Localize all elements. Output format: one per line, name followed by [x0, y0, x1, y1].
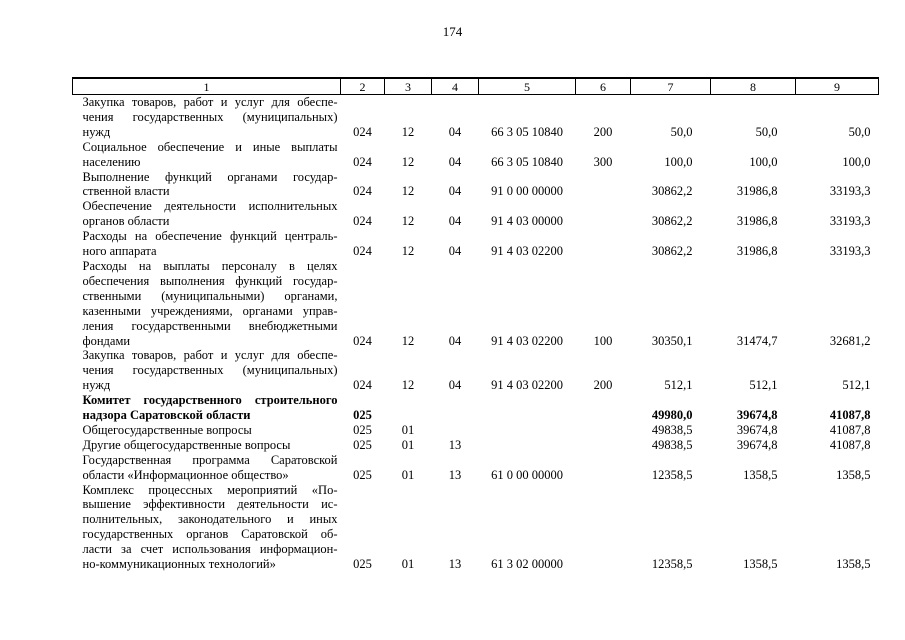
row-cell: 1358,5 — [836, 557, 871, 572]
row-cell: 024 — [353, 184, 372, 199]
header-cell: 1 — [73, 78, 341, 95]
row-cell: 01 — [401, 467, 415, 482]
header-cell: 5 — [479, 78, 576, 95]
header-cell: 7 — [631, 78, 711, 95]
row-cell: 30862,2 — [651, 184, 693, 199]
row-cell: 04 — [448, 214, 462, 229]
row-cell: 1358,5 — [836, 467, 871, 482]
row-cell: 41087,8 — [829, 408, 871, 423]
description-line: но-коммуникационных технологий» — [82, 557, 276, 572]
row-cell: 49980,0 — [651, 408, 693, 423]
row-cell: 31986,8 — [736, 184, 778, 199]
row-cell: 100,0 — [842, 154, 871, 169]
page-number: 174 — [442, 24, 463, 39]
description-line: ласти за счет использования информацион- — [82, 542, 338, 557]
header-cell: 4 — [432, 78, 479, 95]
description-line: Социальное обеспечение и иные выплаты — [82, 139, 338, 154]
description-line: Расходы на выплаты персоналу в целях — [82, 258, 338, 273]
row-cell: 12 — [401, 244, 415, 259]
header-cell: 3 — [385, 78, 432, 95]
description-line: Комплекс процессных мероприятий «По- — [82, 482, 338, 497]
description-line: государственных органов Саратовской об- — [82, 527, 338, 542]
description-line: фондами — [82, 333, 131, 348]
row-cell: 61 0 00 00000 — [491, 467, 563, 482]
row-cell: 49838,5 — [651, 422, 693, 437]
row-cell: 12 — [401, 184, 415, 199]
row-cell: 12358,5 — [651, 467, 693, 482]
row-cell: 04 — [448, 154, 462, 169]
row-cell — [576, 170, 631, 200]
row-cell: 12 — [401, 214, 415, 229]
row-cell — [479, 438, 576, 453]
row-cell: 91 0 00 00000 — [491, 184, 563, 199]
table-row — [73, 170, 879, 200]
description-line: Выполнение функций органами государ- — [82, 169, 338, 184]
row-cell: 91 4 03 02200 — [491, 244, 563, 259]
row-cell: 13 — [448, 467, 462, 482]
row-cell: 100 — [593, 333, 613, 348]
row-description — [73, 140, 341, 170]
row-cell — [576, 199, 631, 229]
row-cell — [479, 423, 576, 438]
description-line: ления государственными внебюджетными — [82, 318, 338, 333]
description-line: органов области — [82, 214, 170, 229]
table-row — [73, 140, 879, 170]
row-cell: 200 — [593, 378, 613, 393]
description-line: Комитет государственного строительного — [82, 393, 338, 408]
description-line: чения государственных (муниципальных) — [82, 363, 338, 378]
row-cell: 50,0 — [670, 124, 693, 139]
row-cell: 024 — [353, 333, 372, 348]
description-line: нужд — [82, 124, 111, 139]
row-cell — [576, 453, 631, 483]
row-cell: 32681,2 — [829, 333, 871, 348]
row-cell — [385, 393, 432, 423]
description-line: казенными учреждениями, органами управ- — [82, 303, 338, 318]
row-description — [73, 199, 341, 229]
row-cell: 100,0 — [664, 154, 693, 169]
row-cell: 33193,3 — [829, 184, 871, 199]
description-line: нужд — [82, 378, 111, 393]
row-cell: 12 — [401, 124, 415, 139]
description-line: Государственная программа Саратовской — [82, 452, 338, 467]
row-description — [73, 393, 341, 423]
row-cell: 91 4 03 00000 — [491, 214, 563, 229]
row-cell: 04 — [448, 184, 462, 199]
row-cell: 512,1 — [664, 378, 693, 393]
row-cell: 50,0 — [848, 124, 871, 139]
table-row — [73, 348, 879, 393]
row-cell: 025 — [353, 422, 372, 437]
row-cell — [479, 393, 576, 423]
row-cell — [576, 229, 631, 259]
row-cell: 13 — [448, 437, 462, 452]
description-line: вышение эффективности деятельности ис- — [82, 497, 338, 512]
row-cell — [576, 393, 631, 423]
row-cell: 31986,8 — [736, 244, 778, 259]
table-row — [73, 199, 879, 229]
row-cell: 39674,8 — [736, 437, 778, 452]
header-cell: 8 — [711, 78, 796, 95]
row-cell: 024 — [353, 378, 372, 393]
row-cell: 91 4 03 02200 — [491, 333, 563, 348]
row-description — [73, 170, 341, 200]
table-row — [73, 229, 879, 259]
row-cell: 024 — [353, 214, 372, 229]
row-cell: 31986,8 — [736, 214, 778, 229]
row-cell: 512,1 — [842, 378, 871, 393]
row-description — [73, 95, 341, 140]
row-description — [73, 438, 341, 453]
row-cell: 024 — [353, 154, 372, 169]
row-cell: 41087,8 — [829, 422, 871, 437]
row-cell: 49838,5 — [651, 437, 693, 452]
row-cell — [432, 393, 479, 423]
description-line: надзора Саратовской области — [82, 408, 251, 423]
description-line: ственными (муниципальными) органами, — [82, 288, 338, 303]
description-line: ного аппарата — [82, 244, 157, 259]
description-line: Обеспечение деятельности исполнительных — [82, 199, 338, 214]
row-cell: 300 — [593, 154, 613, 169]
table-row — [73, 438, 879, 453]
row-cell — [432, 423, 479, 438]
row-cell: 66 3 05 10840 — [491, 154, 563, 169]
row-cell: 33193,3 — [829, 214, 871, 229]
header-cell: 2 — [341, 78, 385, 95]
row-description — [73, 423, 341, 438]
description-line: чения государственных (муниципальных) — [82, 109, 338, 124]
row-description — [73, 483, 341, 572]
row-description — [73, 229, 341, 259]
table-header-row — [73, 78, 879, 95]
row-cell: 025 — [353, 467, 372, 482]
row-cell: 200 — [593, 124, 613, 139]
row-cell: 01 — [401, 557, 415, 572]
row-cell: 04 — [448, 244, 462, 259]
description-line: области «Информационное общество» — [82, 467, 289, 482]
row-cell: 39674,8 — [736, 422, 778, 437]
description-line: Общегосударственные вопросы — [82, 422, 252, 437]
description-line: полнительных, законодательного и иных — [82, 512, 338, 527]
row-description — [73, 348, 341, 393]
table-row — [73, 259, 879, 348]
table-row — [73, 423, 879, 438]
table-row — [73, 393, 879, 423]
row-cell: 31474,7 — [736, 333, 778, 348]
row-cell: 91 4 03 02200 — [491, 378, 563, 393]
row-cell: 66 3 05 10840 — [491, 124, 563, 139]
row-cell: 30350,1 — [651, 333, 693, 348]
description-line: обеспечения выполнения функций государ- — [82, 273, 338, 288]
row-cell: 12 — [401, 154, 415, 169]
row-cell: 512,1 — [749, 378, 778, 393]
table-body — [73, 95, 879, 573]
row-cell — [576, 438, 631, 453]
row-cell: 100,0 — [749, 154, 778, 169]
row-cell: 01 — [401, 422, 415, 437]
row-cell: 025 — [353, 557, 372, 572]
row-cell: 41087,8 — [829, 437, 871, 452]
row-cell: 13 — [448, 557, 462, 572]
description-line: населению — [82, 154, 141, 169]
description-line: Закупка товаров, работ и услуг для обеспе- — [82, 348, 338, 363]
budget-table — [72, 77, 879, 572]
header-cell: 9 — [796, 78, 879, 95]
row-cell: 50,0 — [755, 124, 778, 139]
row-cell: 12 — [401, 333, 415, 348]
description-line: Другие общегосударственные вопросы — [82, 437, 291, 452]
row-cell: 12358,5 — [651, 557, 693, 572]
table-row — [73, 95, 879, 140]
row-cell: 30862,2 — [651, 244, 693, 259]
row-cell: 39674,8 — [736, 408, 778, 423]
row-cell: 024 — [353, 124, 372, 139]
row-cell: 33193,3 — [829, 244, 871, 259]
description-line: Закупка товаров, работ и услуг для обеспе- — [82, 95, 338, 109]
description-line: Расходы на обеспечение функций централь- — [82, 229, 338, 244]
row-cell: 024 — [353, 244, 372, 259]
table-header — [73, 78, 879, 95]
table-row — [73, 483, 879, 572]
row-cell: 61 3 02 00000 — [491, 557, 563, 572]
row-cell — [576, 423, 631, 438]
row-cell: 1358,5 — [743, 467, 778, 482]
header-cell: 6 — [576, 78, 631, 95]
row-description — [73, 259, 341, 348]
row-cell: 04 — [448, 333, 462, 348]
description-line: ственной власти — [82, 184, 170, 199]
row-cell: 1358,5 — [743, 557, 778, 572]
row-cell: 01 — [401, 437, 415, 452]
row-cell: 025 — [353, 437, 372, 452]
table-row — [73, 453, 879, 483]
row-cell: 12 — [401, 378, 415, 393]
row-cell: 04 — [448, 124, 462, 139]
row-description — [73, 453, 341, 483]
row-cell: 30862,2 — [651, 214, 693, 229]
row-cell: 025 — [353, 408, 372, 423]
row-cell: 04 — [448, 378, 462, 393]
row-cell — [576, 483, 631, 572]
